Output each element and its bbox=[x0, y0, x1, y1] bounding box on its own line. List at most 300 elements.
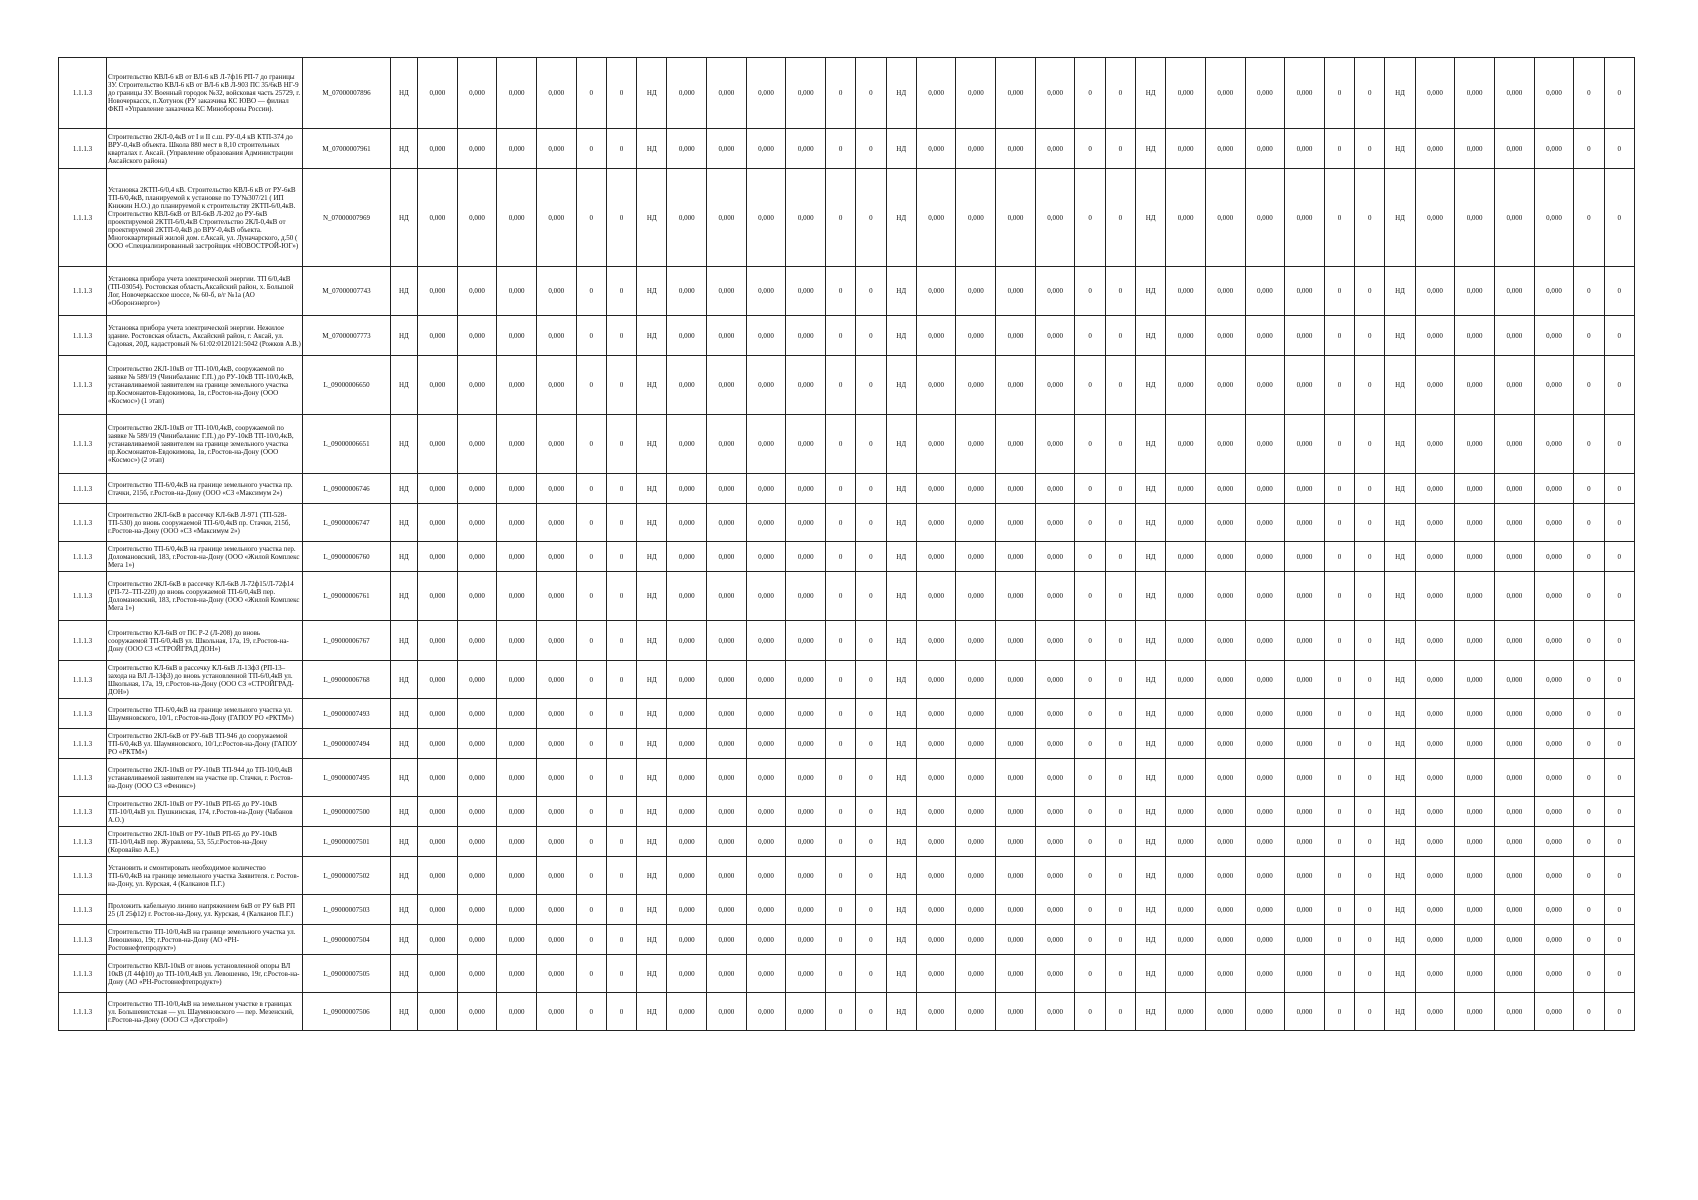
value-cell: 0,000 bbox=[1285, 129, 1325, 169]
row-number-cell: 1.1.1.3 bbox=[59, 316, 107, 356]
value-cell: 0,000 bbox=[956, 267, 996, 316]
value-cell: 0 bbox=[1105, 729, 1135, 759]
value-cell: 0 bbox=[1105, 955, 1135, 993]
value-cell: 0,000 bbox=[1455, 169, 1495, 267]
value-cell: 0 bbox=[1574, 955, 1604, 993]
value-cell: 0 bbox=[1604, 699, 1634, 729]
value-cell: 0 bbox=[1324, 415, 1354, 474]
value-cell: НД bbox=[637, 857, 667, 895]
value-cell: 0,000 bbox=[996, 797, 1036, 827]
value-cell: 0,000 bbox=[996, 621, 1036, 661]
value-cell: 0,000 bbox=[1035, 729, 1075, 759]
table-row bbox=[59, 504, 1635, 542]
table-row bbox=[59, 58, 1635, 129]
value-cell: 0,000 bbox=[1285, 267, 1325, 316]
value-cell: 0,000 bbox=[417, 267, 457, 316]
value-cell: 0,000 bbox=[1285, 925, 1325, 955]
value-cell: НД bbox=[1385, 474, 1415, 504]
value-cell: 0,000 bbox=[1494, 58, 1534, 129]
value-cell: 0 bbox=[1574, 415, 1604, 474]
value-cell: 0 bbox=[1105, 925, 1135, 955]
value-cell: 0,000 bbox=[916, 993, 956, 1031]
row-number-cell: 1.1.1.3 bbox=[59, 925, 107, 955]
value-cell: 0,000 bbox=[916, 759, 956, 797]
value-cell: 0,000 bbox=[457, 129, 497, 169]
value-cell: 0,000 bbox=[707, 474, 747, 504]
value-cell: 0,000 bbox=[1494, 316, 1534, 356]
value-cell: НД bbox=[886, 699, 916, 729]
value-cell: 0,000 bbox=[536, 129, 576, 169]
value-cell: 0,000 bbox=[916, 955, 956, 993]
value-cell: 0,000 bbox=[1415, 797, 1455, 827]
value-cell: 0,000 bbox=[1534, 955, 1574, 993]
value-cell: 0,000 bbox=[1494, 827, 1534, 857]
value-cell: 0,000 bbox=[1415, 699, 1455, 729]
value-cell: 0 bbox=[1604, 661, 1634, 699]
value-cell: 0,000 bbox=[1534, 316, 1574, 356]
value-cell: 0,000 bbox=[1245, 58, 1285, 129]
value-cell: 0,000 bbox=[536, 925, 576, 955]
value-cell: 0,000 bbox=[417, 58, 457, 129]
value-cell: 0 bbox=[576, 474, 606, 504]
value-cell: НД bbox=[886, 797, 916, 827]
value-cell: 0 bbox=[826, 316, 856, 356]
value-cell: 0,000 bbox=[497, 474, 537, 504]
value-cell: 0,000 bbox=[1494, 993, 1534, 1031]
value-cell: 0,000 bbox=[1285, 797, 1325, 827]
project-code-cell: L_09000007501 bbox=[303, 827, 391, 857]
value-cell: НД bbox=[637, 729, 667, 759]
value-cell: 0,000 bbox=[916, 857, 956, 895]
value-cell: 0,000 bbox=[1494, 572, 1534, 621]
value-cell: 0,000 bbox=[497, 925, 537, 955]
value-cell: 0,000 bbox=[786, 356, 826, 415]
row-number-cell: 1.1.1.3 bbox=[59, 857, 107, 895]
value-cell: 0 bbox=[576, 504, 606, 542]
value-cell: НД bbox=[390, 895, 417, 925]
value-cell: 0,000 bbox=[497, 955, 537, 993]
value-cell: 0,000 bbox=[996, 572, 1036, 621]
table-row bbox=[59, 661, 1635, 699]
value-cell: НД bbox=[390, 797, 417, 827]
value-cell: НД bbox=[886, 661, 916, 699]
value-cell: 0 bbox=[1355, 58, 1385, 129]
value-cell: 0,000 bbox=[1455, 661, 1495, 699]
project-code-cell: N_07000007969 bbox=[303, 169, 391, 267]
value-cell: 0,000 bbox=[707, 759, 747, 797]
value-cell: 0,000 bbox=[1205, 895, 1245, 925]
value-cell: НД bbox=[390, 474, 417, 504]
value-cell: 0,000 bbox=[667, 925, 707, 955]
value-cell: 0,000 bbox=[1245, 895, 1285, 925]
value-cell: 0 bbox=[1105, 316, 1135, 356]
value-cell: 0,000 bbox=[996, 504, 1036, 542]
value-cell: НД bbox=[1385, 759, 1415, 797]
value-cell: НД bbox=[1135, 857, 1165, 895]
value-cell: 0,000 bbox=[956, 169, 996, 267]
value-cell: 0,000 bbox=[1205, 827, 1245, 857]
value-cell: 0 bbox=[1355, 169, 1385, 267]
value-cell: 0,000 bbox=[916, 504, 956, 542]
value-cell: 0 bbox=[1574, 993, 1604, 1031]
value-cell: 0,000 bbox=[457, 699, 497, 729]
value-cell: 0,000 bbox=[417, 542, 457, 572]
value-cell: 0 bbox=[606, 729, 636, 759]
value-cell: 0 bbox=[1105, 129, 1135, 169]
value-cell: 0,000 bbox=[1455, 729, 1495, 759]
value-cell: 0,000 bbox=[667, 895, 707, 925]
value-cell: НД bbox=[886, 993, 916, 1031]
value-cell: 0 bbox=[1324, 895, 1354, 925]
value-cell: 0 bbox=[606, 759, 636, 797]
value-cell: 0 bbox=[1075, 474, 1105, 504]
value-cell: 0,000 bbox=[746, 474, 786, 504]
value-cell: 0,000 bbox=[1285, 857, 1325, 895]
value-cell: 0 bbox=[1604, 955, 1634, 993]
value-cell: 0,000 bbox=[1455, 797, 1495, 827]
value-cell: 0,000 bbox=[417, 504, 457, 542]
value-cell: НД bbox=[637, 572, 667, 621]
value-cell: 0,000 bbox=[1534, 542, 1574, 572]
value-cell: 0 bbox=[606, 857, 636, 895]
value-cell: 0,000 bbox=[707, 356, 747, 415]
table-row bbox=[59, 699, 1635, 729]
value-cell: 0,000 bbox=[1166, 699, 1206, 729]
value-cell: НД bbox=[886, 827, 916, 857]
value-cell: 0 bbox=[1324, 857, 1354, 895]
value-cell: 0,000 bbox=[1534, 356, 1574, 415]
value-cell: 0,000 bbox=[996, 925, 1036, 955]
value-cell: 0,000 bbox=[1534, 993, 1574, 1031]
value-cell: 0,000 bbox=[707, 58, 747, 129]
value-cell: 0,000 bbox=[1494, 129, 1534, 169]
value-cell: 0,000 bbox=[1455, 474, 1495, 504]
value-cell: 0,000 bbox=[916, 797, 956, 827]
value-cell: НД bbox=[1135, 415, 1165, 474]
value-cell: 0,000 bbox=[1415, 621, 1455, 661]
value-cell: 0 bbox=[1355, 759, 1385, 797]
value-cell: 0 bbox=[1075, 661, 1105, 699]
value-cell: 0,000 bbox=[1245, 542, 1285, 572]
value-cell: 0,000 bbox=[746, 572, 786, 621]
value-cell: 0,000 bbox=[1455, 993, 1495, 1031]
value-cell: 0,000 bbox=[1035, 267, 1075, 316]
value-cell: 0,000 bbox=[667, 504, 707, 542]
value-cell: НД bbox=[1135, 169, 1165, 267]
value-cell: НД bbox=[1135, 993, 1165, 1031]
value-cell: 0 bbox=[1324, 572, 1354, 621]
value-cell: 0,000 bbox=[536, 827, 576, 857]
value-cell: 0 bbox=[1355, 827, 1385, 857]
value-cell: 0,000 bbox=[746, 267, 786, 316]
value-cell: 0,000 bbox=[1415, 572, 1455, 621]
project-name-cell: Строительство 2КЛ-6кВ в рассечку КЛ-6кВ Л-72ф15/Л-72ф14 (РП-72–ТП-220) до вновь сооружаемой ТП-6/0,4кВ пер. Доломановский, 183, г.Ростов-на-Дону (ООО «Жилой Комплекс Мега 1») bbox=[107, 572, 303, 621]
value-cell: НД bbox=[390, 759, 417, 797]
project-name-cell: Строительство КЛ-6кВ от ПС Р-2 (Л-208) до вновь сооружаемой ТП-6/0,4кВ ул. Школьная, 17а, 19, г.Ростов-на-Дону (ООО СЗ «СТРОЙГРАД ДОН») bbox=[107, 621, 303, 661]
value-cell: 0,000 bbox=[1494, 504, 1534, 542]
value-cell: 0 bbox=[1075, 572, 1105, 621]
value-cell: 0 bbox=[856, 504, 886, 542]
value-cell: 0,000 bbox=[1415, 474, 1455, 504]
value-cell: 0 bbox=[1105, 58, 1135, 129]
project-code-cell: L_09000007502 bbox=[303, 857, 391, 895]
value-cell: 0,000 bbox=[786, 129, 826, 169]
value-cell: 0,000 bbox=[1205, 759, 1245, 797]
value-cell: НД bbox=[886, 474, 916, 504]
value-cell: 0,000 bbox=[667, 267, 707, 316]
value-cell: НД bbox=[637, 699, 667, 729]
value-cell: НД bbox=[886, 504, 916, 542]
row-number-cell: 1.1.1.3 bbox=[59, 169, 107, 267]
value-cell: 0,000 bbox=[1166, 621, 1206, 661]
value-cell: 0 bbox=[1324, 827, 1354, 857]
value-cell: 0 bbox=[1574, 504, 1604, 542]
value-cell: 0 bbox=[1075, 993, 1105, 1031]
project-name-cell: Строительство 2КЛ-10кВ от РУ-10кВ РП-65 до РУ-10кВ ТП-10/0,4кВ ул. Пушкинская, 174, г.Ростов-на-Дону (Чабанов А.О.) bbox=[107, 797, 303, 827]
value-cell: 0 bbox=[606, 993, 636, 1031]
project-name-cell: Строительство 2КЛ-6кВ от РУ-6кВ ТП-946 до сооружаемой ТП-6/0,4кВ ул. Шаумяновского, 10/1,г.Ростов-на-Дону (ГАПОУ РО «РКТМ») bbox=[107, 729, 303, 759]
value-cell: 0 bbox=[826, 169, 856, 267]
value-cell: 0,000 bbox=[707, 857, 747, 895]
value-cell: 0 bbox=[1574, 661, 1604, 699]
value-cell: 0,000 bbox=[417, 129, 457, 169]
value-cell: 0,000 bbox=[746, 316, 786, 356]
value-cell: 0 bbox=[856, 699, 886, 729]
value-cell: 0 bbox=[606, 827, 636, 857]
value-cell: 0 bbox=[1355, 857, 1385, 895]
value-cell: 0,000 bbox=[1285, 827, 1325, 857]
value-cell: 0 bbox=[1574, 729, 1604, 759]
value-cell: 0,000 bbox=[1534, 129, 1574, 169]
value-cell: 0 bbox=[1324, 504, 1354, 542]
value-cell: НД bbox=[1385, 895, 1415, 925]
value-cell: 0,000 bbox=[746, 955, 786, 993]
value-cell: 0,000 bbox=[1494, 474, 1534, 504]
value-cell: 0 bbox=[856, 729, 886, 759]
value-cell: 0 bbox=[826, 993, 856, 1031]
value-cell: 0,000 bbox=[497, 415, 537, 474]
value-cell: 0 bbox=[606, 415, 636, 474]
table-row bbox=[59, 316, 1635, 356]
project-code-cell: L_09000006746 bbox=[303, 474, 391, 504]
value-cell: 0,000 bbox=[746, 58, 786, 129]
value-cell: 0,000 bbox=[1035, 316, 1075, 356]
value-cell: НД bbox=[390, 925, 417, 955]
value-cell: НД bbox=[1385, 621, 1415, 661]
value-cell: 0,000 bbox=[707, 827, 747, 857]
value-cell: 0 bbox=[1574, 759, 1604, 797]
value-cell: 0,000 bbox=[497, 356, 537, 415]
value-cell: 0,000 bbox=[956, 661, 996, 699]
value-cell: 0,000 bbox=[667, 356, 707, 415]
value-cell: 0,000 bbox=[1285, 993, 1325, 1031]
value-cell: 0 bbox=[1075, 129, 1105, 169]
value-cell: 0,000 bbox=[536, 504, 576, 542]
value-cell: 0,000 bbox=[1494, 415, 1534, 474]
value-cell: 0,000 bbox=[1166, 925, 1206, 955]
value-cell: 0,000 bbox=[1455, 316, 1495, 356]
value-cell: 0 bbox=[1075, 895, 1105, 925]
value-cell: 0 bbox=[1355, 955, 1385, 993]
value-cell: 0 bbox=[1574, 316, 1604, 356]
value-cell: 0,000 bbox=[1285, 356, 1325, 415]
value-cell: 0 bbox=[826, 621, 856, 661]
value-cell: НД bbox=[1135, 504, 1165, 542]
value-cell: 0,000 bbox=[667, 169, 707, 267]
value-cell: 0,000 bbox=[667, 58, 707, 129]
value-cell: НД bbox=[390, 504, 417, 542]
value-cell: 0,000 bbox=[746, 542, 786, 572]
value-cell: НД bbox=[1385, 129, 1415, 169]
value-cell: 0,000 bbox=[746, 759, 786, 797]
value-cell: 0 bbox=[1574, 857, 1604, 895]
value-cell: 0 bbox=[1355, 129, 1385, 169]
value-cell: 0 bbox=[576, 267, 606, 316]
value-cell: 0 bbox=[856, 542, 886, 572]
value-cell: 0,000 bbox=[457, 827, 497, 857]
value-cell: НД bbox=[637, 993, 667, 1031]
value-cell: 0 bbox=[1105, 661, 1135, 699]
value-cell: 0,000 bbox=[1166, 169, 1206, 267]
project-name-cell: Строительство КЛ-6кВ в рассечку КЛ-6кВ Л-13ф3 (РП-13–захода на ВЛ Л-13ф3) до вновь установленной ТП-6/0,4кВ ул. Школьная, 17а, 19, г.Ростов-на-Дону (ООО СЗ «СТРОЙГРАД-ДОН») bbox=[107, 661, 303, 699]
value-cell: 0 bbox=[1324, 356, 1354, 415]
value-cell: 0 bbox=[856, 993, 886, 1031]
value-cell: НД bbox=[886, 316, 916, 356]
value-cell: 0,000 bbox=[1415, 857, 1455, 895]
table-row bbox=[59, 955, 1635, 993]
value-cell: 0,000 bbox=[1415, 542, 1455, 572]
value-cell: 0,000 bbox=[1166, 267, 1206, 316]
value-cell: 0,000 bbox=[746, 356, 786, 415]
value-cell: 0,000 bbox=[1455, 504, 1495, 542]
value-cell: 0,000 bbox=[707, 415, 747, 474]
value-cell: НД bbox=[1385, 504, 1415, 542]
value-cell: НД bbox=[1385, 699, 1415, 729]
value-cell: 0 bbox=[1105, 542, 1135, 572]
value-cell: 0,000 bbox=[1245, 827, 1285, 857]
value-cell: 0 bbox=[1105, 993, 1135, 1031]
project-code-cell: L_09000007504 bbox=[303, 925, 391, 955]
value-cell: НД bbox=[886, 129, 916, 169]
value-cell: 0,000 bbox=[667, 415, 707, 474]
value-cell: 0,000 bbox=[1245, 797, 1285, 827]
value-cell: 0,000 bbox=[497, 169, 537, 267]
value-cell: 0,000 bbox=[1494, 797, 1534, 827]
value-cell: НД bbox=[1135, 925, 1165, 955]
value-cell: 0,000 bbox=[1455, 267, 1495, 316]
project-code-cell: L_09000006650 bbox=[303, 356, 391, 415]
value-cell: 0 bbox=[1604, 542, 1634, 572]
value-cell: 0,000 bbox=[707, 699, 747, 729]
value-cell: 0 bbox=[1324, 759, 1354, 797]
value-cell: 0 bbox=[1574, 797, 1604, 827]
value-cell: 0,000 bbox=[996, 129, 1036, 169]
value-cell: 0 bbox=[826, 356, 856, 415]
table-row bbox=[59, 895, 1635, 925]
value-cell: 0 bbox=[1355, 415, 1385, 474]
value-cell: 0,000 bbox=[497, 316, 537, 356]
value-cell: 0,000 bbox=[417, 356, 457, 415]
value-cell: НД bbox=[886, 895, 916, 925]
value-cell: 0,000 bbox=[1415, 729, 1455, 759]
value-cell: 0 bbox=[606, 661, 636, 699]
row-number-cell: 1.1.1.3 bbox=[59, 827, 107, 857]
value-cell: 0 bbox=[606, 955, 636, 993]
value-cell: 0,000 bbox=[1285, 504, 1325, 542]
value-cell: НД bbox=[1385, 316, 1415, 356]
value-cell: 0,000 bbox=[457, 993, 497, 1031]
value-cell: 0,000 bbox=[916, 415, 956, 474]
value-cell: 0,000 bbox=[1245, 474, 1285, 504]
row-number-cell: 1.1.1.3 bbox=[59, 895, 107, 925]
value-cell: 0,000 bbox=[916, 661, 956, 699]
value-cell: 0,000 bbox=[956, 542, 996, 572]
value-cell: 0 bbox=[576, 129, 606, 169]
project-name-cell: Строительство 2КЛ-6кВ в рассечку КЛ-6кВ Л-971 (ТП-528-ТП-530) до вновь сооружаемой ТП-6/0,4кВ пр. Стачки, 215б, г.Ростов-на-Дону (ООО «СЗ «Максимум 2») bbox=[107, 504, 303, 542]
project-name-cell: Строительство ТП-6/0,4кВ на границе земельного участка ул. Шаумяновского, 10/1, г.Ростов-на-Дону (ГАПОУ РО «РКТМ») bbox=[107, 699, 303, 729]
value-cell: 0 bbox=[1604, 759, 1634, 797]
row-number-cell: 1.1.1.3 bbox=[59, 504, 107, 542]
value-cell: 0 bbox=[856, 415, 886, 474]
value-cell: 0,000 bbox=[1205, 542, 1245, 572]
value-cell: 0,000 bbox=[1205, 955, 1245, 993]
value-cell: 0,000 bbox=[956, 857, 996, 895]
value-cell: 0,000 bbox=[707, 169, 747, 267]
table-row bbox=[59, 542, 1635, 572]
value-cell: НД bbox=[1135, 58, 1165, 129]
value-cell: 0,000 bbox=[536, 356, 576, 415]
value-cell: 0,000 bbox=[1285, 661, 1325, 699]
value-cell: 0,000 bbox=[1035, 955, 1075, 993]
table-row bbox=[59, 415, 1635, 474]
value-cell: 0,000 bbox=[457, 661, 497, 699]
value-cell: 0,000 bbox=[1166, 661, 1206, 699]
table-row bbox=[59, 572, 1635, 621]
value-cell: 0,000 bbox=[1285, 415, 1325, 474]
value-cell: 0,000 bbox=[1415, 993, 1455, 1031]
value-cell: НД bbox=[390, 129, 417, 169]
value-cell: 0 bbox=[1604, 504, 1634, 542]
value-cell: 0,000 bbox=[457, 316, 497, 356]
value-cell: 0 bbox=[826, 827, 856, 857]
value-cell: 0 bbox=[576, 895, 606, 925]
value-cell: 0,000 bbox=[786, 621, 826, 661]
value-cell: 0,000 bbox=[786, 857, 826, 895]
project-name-cell: Строительство ТП-10/0,4кВ на границе земельного участка ул. Левошенко, 19г, г.Ростов-на-Дону (АО «РН-Ростовнефтепродукт») bbox=[107, 925, 303, 955]
value-cell: 0,000 bbox=[1166, 759, 1206, 797]
value-cell: 0,000 bbox=[956, 895, 996, 925]
value-cell: 0 bbox=[1324, 993, 1354, 1031]
value-cell: 0,000 bbox=[1285, 58, 1325, 129]
value-cell: 0,000 bbox=[1415, 58, 1455, 129]
value-cell: 0,000 bbox=[457, 925, 497, 955]
value-cell: 0,000 bbox=[1494, 955, 1534, 993]
value-cell: 0 bbox=[826, 759, 856, 797]
value-cell: 0 bbox=[606, 699, 636, 729]
value-cell: 0,000 bbox=[1166, 857, 1206, 895]
value-cell: 0 bbox=[1105, 267, 1135, 316]
value-cell: 0,000 bbox=[417, 955, 457, 993]
value-cell: 0,000 bbox=[417, 621, 457, 661]
value-cell: 0 bbox=[606, 316, 636, 356]
value-cell: 0 bbox=[576, 621, 606, 661]
value-cell: 0,000 bbox=[1534, 572, 1574, 621]
value-cell: 0,000 bbox=[746, 857, 786, 895]
value-cell: 0,000 bbox=[956, 504, 996, 542]
value-cell: 0,000 bbox=[1166, 572, 1206, 621]
value-cell: НД bbox=[1135, 797, 1165, 827]
value-cell: 0,000 bbox=[707, 925, 747, 955]
